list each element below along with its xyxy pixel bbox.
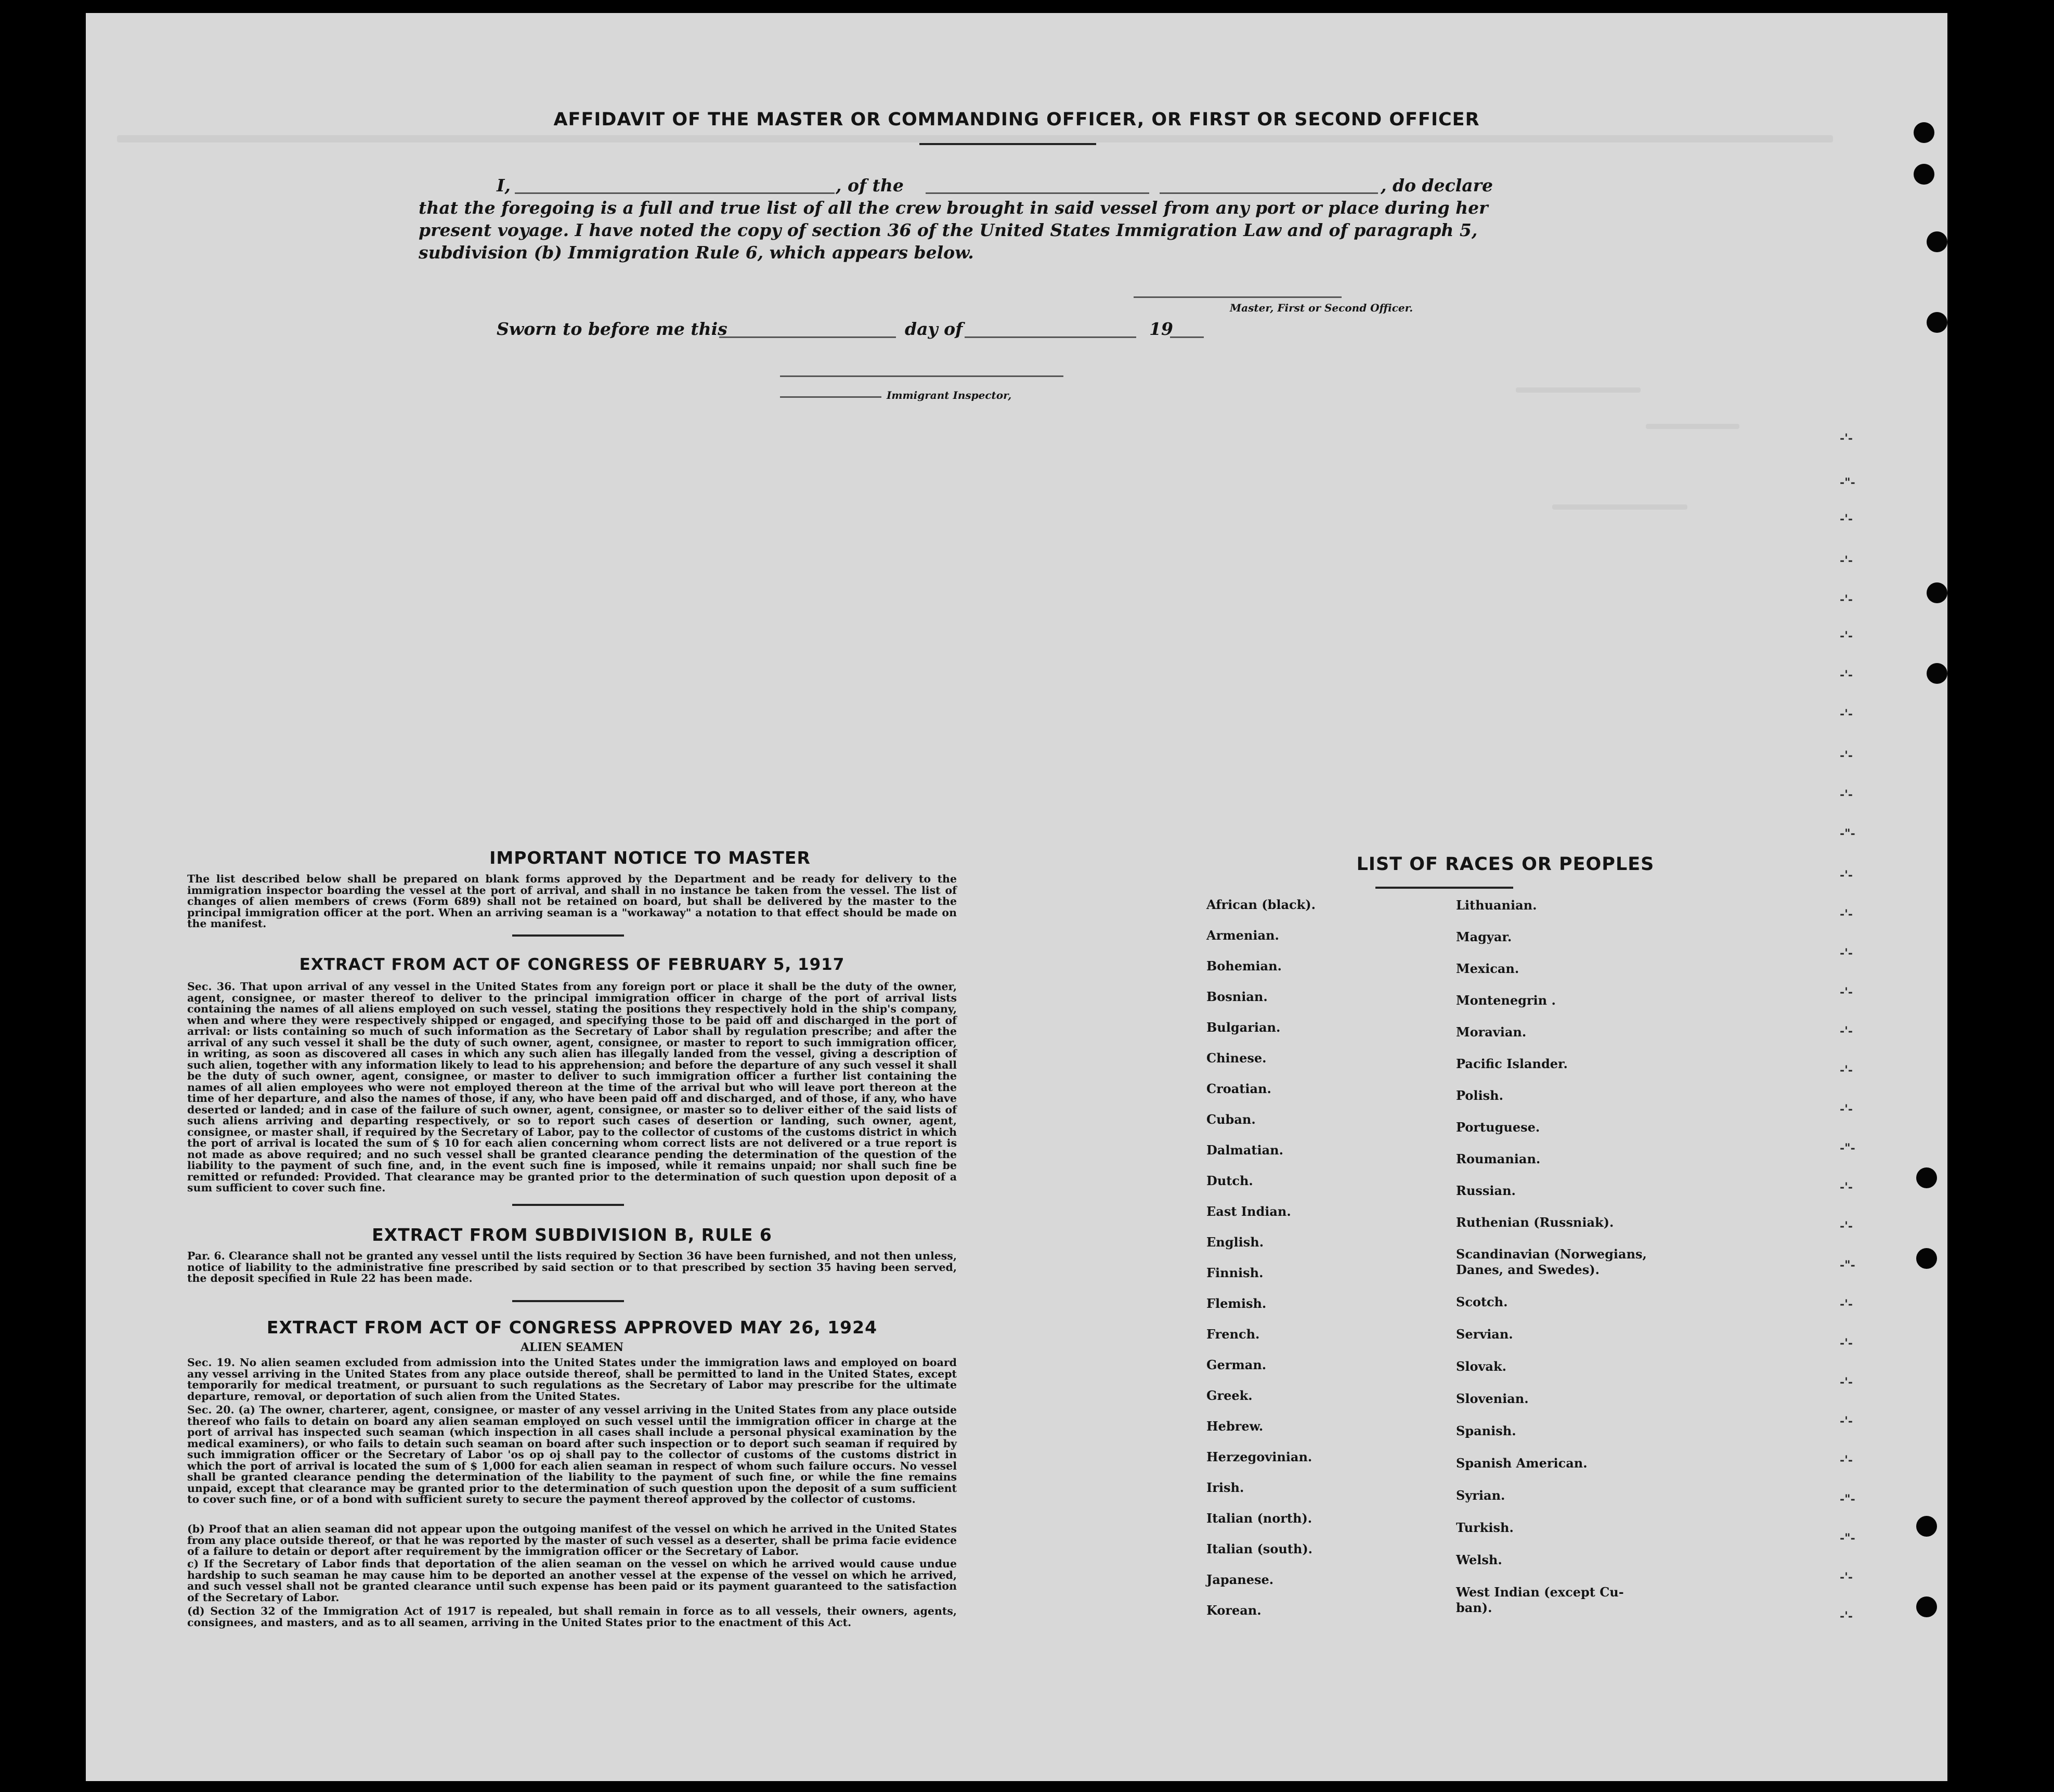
extract-1917-text: Sec. 36. That upon arrival of any vessel in the United States from any foreign port or place it shall be the duty of the owner, agent, consignee, or master thereof to deliver to the principal immigration officer in charge of the port of arrival lists containing the names of all aliens employed on such vessel, stating the positions they respectively hold in the ship's company, when and where they were respectively shipped or engaged, and specifying those to be paid off and discharged in the port of arrival: or lists containing so much of such information as the Secretary of Labor shall by regulation prescribe; and after the arrival of any such vessel it shall be the duty of such owner, agent, consignee, or master to report to such immigration officer, in writing, as soon as discovered all cases in which any such alien has illegally landed from the vessel, giving a description of such alien, together with any information likely to lead to his apprehension; and before the departure of any such vessel it shall be the duty of such owner, agent, consignee, or master to deliver to such immigration officer a further list containing the names of all alien employees who were not employed thereon at the time of the arrival but who will leave port thereon at the time of her departure, and also the names of those, if any, who have been paid off and discharged, and of those, if any, who have deserted or landed; and in case of the failure of such owner, agent, consignee, or master so to deliver either of the said lists of such aliens arriving and departing respectively, or so to report such cases of desertion or landing, such owner, agent, consignee, or master shall, if required by the Secretary of Labor, pay to the collector of customs of the customs district in which the port of arrival is located the sum of $ 10 for each alien concerning whom correct lists are not delivered or a true report is not made as above required; and no such vessel shall be granted clearance pending the determination of the question of the liability to the payment of such fine, and, in the event such fine is imposed, while it remains unpaid; nor shall such fine be remitted or refunded: Provided. That clearance may be granted prior to the determination of such question upon deposit of a sum sufficient to cover such fine. xyxy=(187,980,957,1194)
punch-hole-icon xyxy=(1916,1596,1937,1617)
master-signature-line[interactable] xyxy=(1134,296,1342,298)
extract-1924-title: EXTRACT FROM ACT OF CONGRESS APPROVED MAY 26, 1924 xyxy=(266,1317,878,1337)
races-title-rule xyxy=(1375,887,1513,889)
race-item: Herzegovinian. xyxy=(1206,1449,1312,1464)
race-item: Irish. xyxy=(1206,1480,1244,1495)
race-item: Russian. xyxy=(1456,1183,1516,1198)
sworn-year-blank[interactable] xyxy=(1170,336,1204,338)
race-item: Lithuanian. xyxy=(1456,898,1537,913)
punch-hole-icon xyxy=(1927,582,1947,603)
margin-ditto-mark: -'- xyxy=(1840,1063,1853,1077)
race-item: Italian (south). xyxy=(1206,1541,1313,1556)
race-item: Ruthenian (Russniak). xyxy=(1456,1215,1614,1230)
race-item: Scotch. xyxy=(1456,1294,1508,1309)
races-column-1 xyxy=(1206,897,1430,1651)
punch-hole-icon xyxy=(1927,663,1947,684)
do-declare-label: , do declare xyxy=(1381,175,1493,196)
punch-hole-icon xyxy=(1927,231,1947,252)
port-blank[interactable] xyxy=(1160,192,1378,194)
alien-seamen-subtitle: ALIEN SEAMEN xyxy=(520,1341,624,1354)
race-item: Spanish. xyxy=(1456,1423,1516,1438)
race-item: Cuban. xyxy=(1206,1112,1256,1127)
race-item: Dutch. xyxy=(1206,1173,1253,1188)
ghost-mark xyxy=(1552,504,1687,510)
race-item: Flemish. xyxy=(1206,1296,1267,1311)
rule-6-text: Par. 6. Clearance shall not be granted any vessel until the lists required by Section 36 have been furnished, and not then unless, notice of liability to the administrative fine prescribed by said section or to that prescribed by section 35 having been served, the deposit specified in Rule 22 has been made. xyxy=(187,1250,957,1284)
race-item: Greek. xyxy=(1206,1388,1253,1403)
race-item: Dalmatian. xyxy=(1206,1142,1283,1158)
race-item: Bohemian. xyxy=(1206,958,1282,973)
sworn-month-blank[interactable] xyxy=(965,336,1136,338)
of-the-label: , of the xyxy=(836,175,904,196)
punch-hole-icon xyxy=(1914,164,1934,185)
race-item: Armenian. xyxy=(1206,928,1279,943)
race-item: Bulgarian. xyxy=(1206,1020,1281,1035)
affidavit-line-3: present voyage. I have noted the copy of section 36 of the United States Immigration Law and of paragraph 5, xyxy=(419,220,1478,240)
margin-ditto-mark: -'- xyxy=(1840,907,1853,921)
notice-rule xyxy=(512,934,624,937)
race-item: Montenegrin . xyxy=(1456,993,1556,1008)
race-item: English. xyxy=(1206,1235,1264,1250)
affidavit-line-4: subdivision (b) Immigration Rule 6, which appears below. xyxy=(419,242,974,263)
races-title: LIST OF RACES OR PEOPLES xyxy=(1356,854,1655,875)
margin-ditto-mark: -'- xyxy=(1840,1453,1853,1467)
affidavit-title-rule xyxy=(919,143,1096,145)
vessel-blank[interactable] xyxy=(926,192,1149,194)
race-item: Slovak. xyxy=(1456,1359,1506,1374)
ghost-mark xyxy=(117,135,1833,142)
margin-ditto-mark: -"- xyxy=(1840,827,1855,840)
extract-1917-rule xyxy=(512,1204,624,1206)
form-page xyxy=(86,13,1947,1781)
punch-hole-icon xyxy=(1916,1167,1937,1188)
race-item: Magyar. xyxy=(1456,929,1512,944)
margin-ditto-mark: -'- xyxy=(1840,512,1853,526)
punch-hole-icon xyxy=(1914,122,1934,143)
margin-ditto-mark: -"- xyxy=(1840,1258,1855,1272)
inspector-line-top xyxy=(780,375,1063,377)
race-item: Mexican. xyxy=(1456,961,1519,976)
margin-ditto-mark: -'- xyxy=(1840,1414,1853,1428)
extract-1924-sec20a: Sec. 20. (a) The owner, charterer, agent, consignee, or master of any vessel arriving in the United States from any place outside thereof who fails to detain on board any alien seaman employed on such vessel until the immigration officer in charge at the port of arrival has inspected such seaman (which inspection in all cases shall include a personal physical examination by the medical examiners), or who fails to detain such seaman on board after such inspection or to deport such seaman if required by such immigration officer or the Secretary of Labor 'os op oj shall pay to the collector of customs of the customs district in which the port of arrival is located the sum of $ 1,000 for each alien seaman in respect of whom such failure occurs. No vessel shall be granted clearance pending the determination of the liability to the payment of such fine, or while the fine remains unpaid, except that clearance may be granted prior to the determination of such question upon the deposit of a sum sufficient to cover such fine, or of a bond with sufficient surety to secure the payment thereof approved by the collector of customs. xyxy=(187,1404,957,1505)
race-item: Scandinavian (Norwegians, Danes, and Swedes). xyxy=(1456,1246,1647,1277)
race-item: Pacific Islander. xyxy=(1456,1056,1568,1071)
ghost-mark xyxy=(1516,387,1641,393)
race-item: German. xyxy=(1206,1357,1267,1372)
race-item: Finnish. xyxy=(1206,1265,1264,1280)
margin-ditto-mark: -'- xyxy=(1840,629,1853,643)
sworn-label: Sworn to before me this xyxy=(497,319,727,339)
margin-ditto-mark: -"- xyxy=(1840,1531,1855,1545)
margin-ditto-mark: -'- xyxy=(1840,868,1853,882)
sworn-day-blank[interactable] xyxy=(719,336,896,338)
margin-ditto-mark: -'- xyxy=(1840,1180,1853,1194)
race-item: West Indian (except Cu- ban). xyxy=(1456,1585,1624,1615)
race-item: Korean. xyxy=(1206,1603,1262,1618)
margin-ditto-mark: -'- xyxy=(1840,668,1853,682)
punch-hole-icon xyxy=(1916,1516,1937,1537)
race-item: Croatian. xyxy=(1206,1081,1271,1096)
margin-ditto-mark: -'- xyxy=(1840,1024,1853,1038)
year-label: 19 xyxy=(1149,319,1173,339)
race-item: Slovenian. xyxy=(1456,1391,1529,1406)
margin-ditto-mark: -'- xyxy=(1840,554,1853,567)
race-item: Welsh. xyxy=(1456,1552,1502,1567)
race-item: Japanese. xyxy=(1206,1572,1274,1587)
race-item: Servian. xyxy=(1456,1327,1513,1342)
master-signature-label: Master, First or Second Officer. xyxy=(1230,302,1413,314)
inspector-signature-line[interactable] xyxy=(780,396,881,398)
race-item: Hebrew. xyxy=(1206,1419,1264,1434)
i-label: I, xyxy=(497,175,511,196)
race-item: French. xyxy=(1206,1327,1260,1342)
punch-hole-icon xyxy=(1927,312,1947,333)
race-item: Spanish American. xyxy=(1456,1456,1588,1471)
race-item: Turkish. xyxy=(1456,1520,1514,1535)
extract-1917-title: EXTRACT FROM ACT OF CONGRESS OF FEBRUARY 5, 1917 xyxy=(299,955,845,974)
margin-ditto-mark: -"- xyxy=(1840,1141,1855,1155)
day-of-label: day of xyxy=(905,319,963,339)
race-item: Italian (north). xyxy=(1206,1511,1312,1526)
margin-ditto-mark: -'- xyxy=(1840,1570,1853,1584)
rule-6-title: EXTRACT FROM SUBDIVISION B, RULE 6 xyxy=(372,1225,772,1245)
margin-ditto-mark: -'- xyxy=(1840,593,1853,606)
margin-ditto-mark: -'- xyxy=(1840,1102,1853,1116)
affidavit-title: AFFIDAVIT OF THE MASTER OR COMMANDING OFFICER, OR FIRST OR SECOND OFFICER xyxy=(553,109,1480,130)
margin-ditto-mark: -"- xyxy=(1840,1492,1855,1506)
extract-1924-sec19: Sec. 19. No alien seamen excluded from admission into the United States under the immigration laws and employed on board any vessel arriving in the United States from any place outside thereof, shall be permitted to land in the United States, except temporarily for medical treatment, or pursuant to such regulations as the Secretary of Labor may prescribe for the ultimate departure, removal, or deportation of such alien from the United States. xyxy=(187,1356,957,1403)
extract-1924-sec20d: (d) Section 32 of the Immigration Act of 1917 is repealed, but shall remain in force as to all vessels, their owners, agents, consignees, and masters, and as to all seamen, arriving in the United States prior to the enactment of this Act. xyxy=(187,1605,957,1629)
margin-ditto-mark: -"- xyxy=(1840,476,1855,489)
race-item: Portuguese. xyxy=(1456,1120,1540,1135)
margin-ditto-mark: -'- xyxy=(1840,749,1853,762)
punch-hole-icon xyxy=(1916,1248,1937,1269)
margin-ditto-mark: -'- xyxy=(1840,1375,1853,1389)
margin-ditto-mark: -'- xyxy=(1840,432,1853,445)
race-item: Polish. xyxy=(1456,1088,1503,1103)
margin-ditto-mark: -'- xyxy=(1840,1297,1853,1311)
race-item: Roumanian. xyxy=(1456,1151,1541,1166)
race-item: Syrian. xyxy=(1456,1488,1505,1503)
race-item: East Indian. xyxy=(1206,1204,1291,1219)
notice-text: The list described below shall be prepared on blank forms approved by the Department and be ready for delivery to the immigration inspector boarding the vessel at the port of arrival, and shall in no instance be taken from the vessel. The list of changes of alien members of crews (Form 689) shall not be retained on board, but shall be delivered by the master to the principal immigration officer at the port. When an arriving seaman is a "workaway" a notation to that effect should be made on the manifest. xyxy=(187,873,957,930)
rule-6-rule xyxy=(512,1300,624,1302)
name-blank[interactable] xyxy=(515,192,835,194)
margin-ditto-mark: -'- xyxy=(1840,1609,1853,1623)
extract-1924-sec20c: c) If the Secretary of Labor finds that deportation of the alien seaman on the vessel on which he arrived would cause undue hardship to such seaman he may cause him to be deported an another vessel at the expense of the vessel on which he arrived, and such vessel shall not be granted clearance until such expense has been paid or its payment guaranteed to the satisfaction of the Secretary of Labor. xyxy=(187,1557,957,1604)
margin-ditto-mark: -'- xyxy=(1840,788,1853,801)
margin-ditto-mark: -'- xyxy=(1840,1336,1853,1350)
extract-1924-sec20b: (b) Proof that an alien seaman did not appear upon the outgoing manifest of the vessel on which he arrived in the United States from any place outside thereof, or that he was reported by the master of such vessel as a deserter, shall be prima facie evidence of a failure to detain or deport after requirement by the immigration officer or the Secretary of Labor. xyxy=(187,1523,957,1557)
ghost-mark xyxy=(1646,424,1739,429)
races-column-2 xyxy=(1456,898,1674,1652)
race-item: Bosnian. xyxy=(1206,989,1268,1004)
race-item: African (black). xyxy=(1206,897,1316,912)
margin-ditto-mark: -'- xyxy=(1840,985,1853,999)
inspector-label: Immigrant Inspector, xyxy=(887,389,1012,401)
margin-ditto-mark: -'- xyxy=(1840,707,1853,721)
margin-ditto-mark: -'- xyxy=(1840,1219,1853,1233)
notice-title: IMPORTANT NOTICE TO MASTER xyxy=(489,848,811,868)
margin-ditto-mark: -'- xyxy=(1840,946,1853,960)
affidavit-line-2: that the foregoing is a full and true list of all the crew brought in said vessel from any port or place during her xyxy=(419,198,1488,218)
race-item: Chinese. xyxy=(1206,1050,1267,1066)
race-item: Moravian. xyxy=(1456,1024,1527,1040)
